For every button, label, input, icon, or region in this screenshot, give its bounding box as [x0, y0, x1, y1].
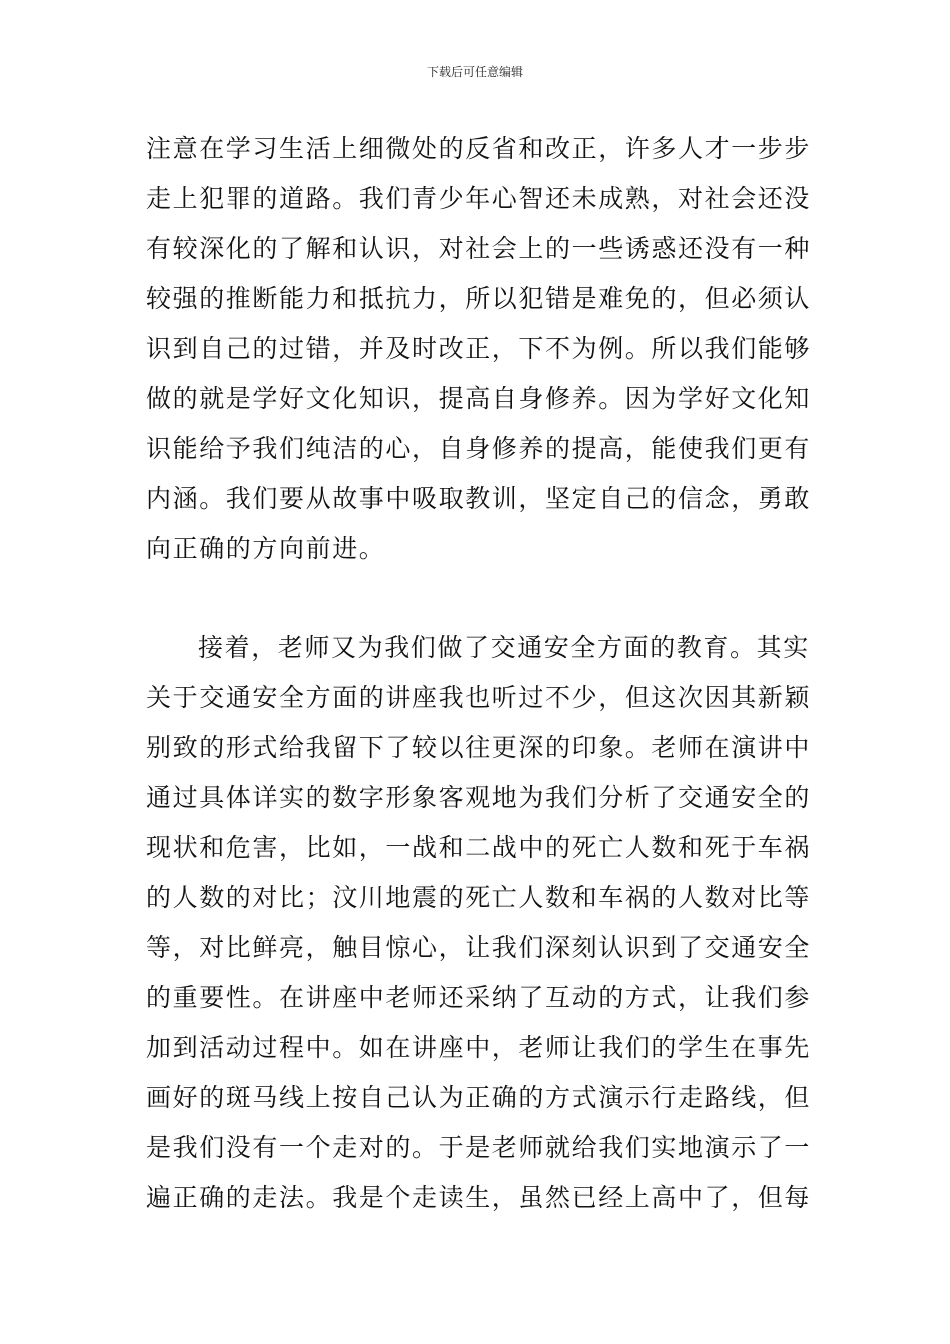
paragraph-line: 较强的推断能力和抵抗力，所以犯错是难免的，但必须认 [146, 284, 812, 313]
paragraph-line: 别致的形式给我留下了较以往更深的印象。老师在演讲中 [146, 733, 812, 762]
paragraph-line: 注意在学习生活上细微处的反省和改正，许多人才一步步 [146, 134, 812, 163]
paragraph-line: 现状和危害，比如，一战和二战中的死亡人数和死于车祸 [146, 833, 812, 862]
paragraph-line: 的重要性。在讲座中老师还采纳了互动的方式，让我们参 [146, 983, 812, 1012]
paragraph-line: 等，对比鲜亮，触目惊心，让我们深刻认识到了交通安全 [146, 933, 812, 962]
paragraph-line: 遍正确的走法。我是个走读生，虽然已经上高中了，但每 [146, 1183, 812, 1212]
paragraph-line: 画好的斑马线上按自己认为正确的方式演示行走路线，但 [146, 1083, 812, 1112]
paragraph-line: 走上犯罪的道路。我们青少年心智还未成熟，对社会还没 [146, 184, 812, 213]
paragraph-line: 有较深化的了解和认识，对社会上的一些诱惑还没有一种 [146, 234, 812, 263]
paragraph-line: 向正确的方向前进。 [146, 534, 386, 563]
paragraph-line: 识能给予我们纯洁的心，自身修养的提高，能使我们更有 [146, 434, 812, 463]
paragraph-line: 接着，老师又为我们做了交通安全方面的教育。其实 [198, 633, 810, 662]
paragraph-line: 通过具体详实的数字形象客观地为我们分析了交通安全的 [146, 783, 812, 812]
paragraph-line: 是我们没有一个走对的。于是老师就给我们实地演示了一 [146, 1133, 812, 1162]
paragraph-line: 内涵。我们要从故事中吸取教训，坚定自己的信念，勇敢 [146, 484, 812, 513]
paragraph-line: 识到自己的过错，并及时改正，下不为例。所以我们能够 [146, 334, 812, 363]
page-header: 下载后可任意编辑 [426, 65, 523, 79]
paragraph-line: 关于交通安全方面的讲座我也听过不少，但这次因其新颖 [146, 683, 812, 712]
paragraph-line: 做的就是学好文化知识，提高自身修养。因为学好文化知 [146, 384, 812, 413]
paragraph-line: 加到活动过程中。如在讲座中，老师让我们的学生在事先 [146, 1033, 812, 1062]
paragraph-line: 的人数的对比；汶川地震的死亡人数和车祸的人数对比等 [146, 883, 812, 912]
